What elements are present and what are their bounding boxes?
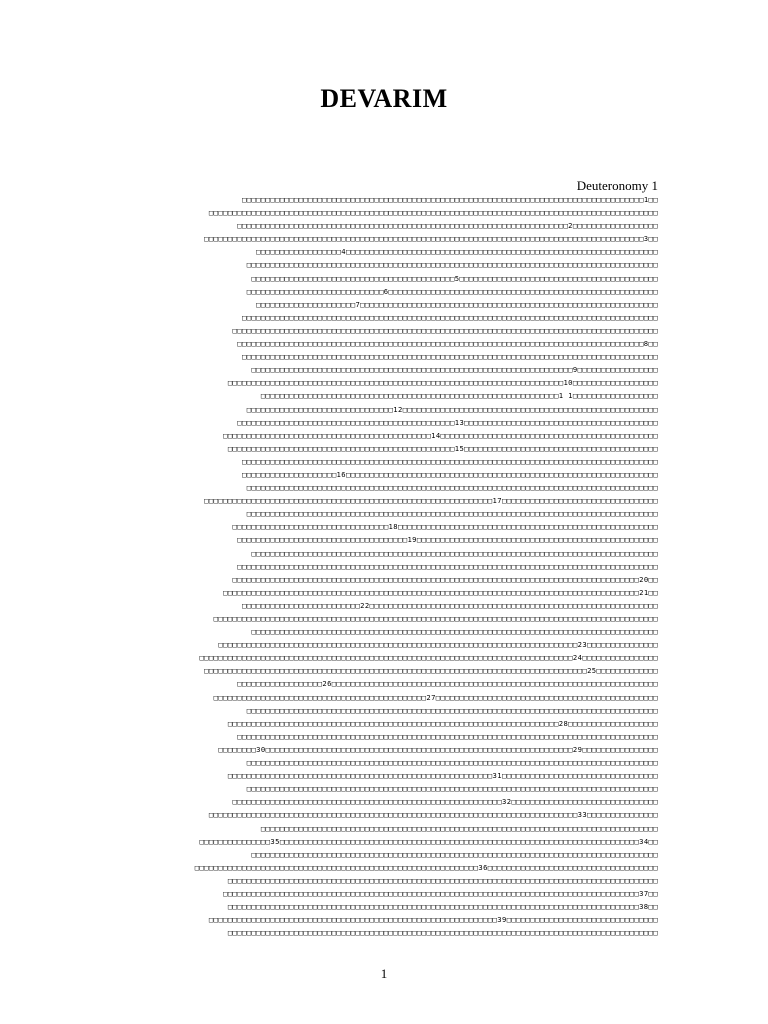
text-line: □□□□□□□□□□□□□□□□□□□□□□□□□□□□□□□□□□□□□□□□□□□□□□□□□□□□□□□□□□□□□□□□□□□□□□□□□□□□□□33□□□□□□□□□□□□□□□ [208, 810, 658, 820]
text-line: □□□□□□□□□□□□□□□□□□□□□□□□□□□□□□□□□□□□□□□□□□□□□□□□□□□□□□□□□□□□□□□□□□□□□□□□□□□□□□□□□□□□□□□□37□□ [223, 888, 658, 898]
document-title: DEVARIM [320, 84, 448, 113]
text-line: □□□□□□□□□□□□□□□□□□□□□□□□□□□□□□□□□□□□□□□□□□□□□□□□□□□□□□□□□□□□□□□□□□□□□□□□□□□□□□□□□□□□ [260, 823, 658, 833]
text-line: □□□□□□□□30□□□□□□□□□□□□□□□□□□□□□□□□□□□□□□□□□□□□□□□□□□□□□□□□□□□□□□□□□□□□□□□□□29□□□□□□□□□□□□□□□□ [218, 744, 658, 754]
text-line: □□□□□□□□□□□□□□□□□□□□□□□□□□□□□□□□□□□□□□□□□□□□□□□□□□□□□□□□□□□□□□□□□□□□□□□□□□□□□□□□□□□□□□□ [246, 784, 658, 794]
text-line: □□□□□□□□□□□□□□□□□□□□□□□□□□□□□□□□□□□□□□□□□□□□□□□□□□□□□□□□□□□□□17□□□□□□□□□□□□□□□□□□□□□□□□□□□□□□□□□ [204, 496, 658, 506]
text-line: □□□□□□□□□□□□□□□□□□□□□□□□□□□□□□□12□□□□□□□□□□□□□□□□□□□□□□□□□□□□□□□□□□□□□□□□□□□□□□□□□□□□□□ [246, 404, 658, 414]
text-line: □□□□□□□□□□□□□□□□□□□□□□□□□□□□□□□□□□□□□□□□□□□□□□□□□□□□□□□□□□□□□□□□□□□□□□□□□□□□□□□□□□□□□□□□ [242, 456, 658, 466]
text-line: □□□□□□□□□□□□□□□□□□□□16□□□□□□□□□□□□□□□□□□□□□□□□□□□□□□□□□□□□□□□□□□□□□□□□□□□□□□□□□□□□□□□□□□ [242, 469, 658, 479]
chapter-heading: Deuteronomy 1 [576, 178, 658, 193]
text-line: □□□□□□□□□□□□□□□□□□□□□□□□□□□□□□□□□□□□□□□□□□□□□□□□□□□□□□□□□□□□□□□□□□□□□□□□□□□□□□□□□□□□□□□□ [242, 352, 658, 362]
text-line: □□□□□□□□□□□□□□□□□□□□□□□□□□□□□□□□□□□□□□□□□□□□□□□□□□□□□□□□□□□□□□□□□□□□□□□□□□□□□□□□□□□□□□□□□□□ [227, 875, 658, 885]
text-line: □□□□□□□□□□□□□□□□□□□□□□□□□□□□□□□□□□□□□□□□□□□□□□□□□□□□□□□□□□□□□□□□□□□□□□□□□□□□□□□□□□□□□□□□□□ [232, 325, 658, 335]
text-line: □□□□□□□□□□□□□□□□□□□□□□□□□□□□□□□□□□□□□□□□□□□□□□□□□□□□□□□□□□□□□□□□□□□□□□28□□□□□□□□□□□□□□□□□□□ [227, 718, 658, 728]
text-line: □□□□□□□□□□□□□□□□□□□□□□□□□□□□□□□□□□□□□□□□□□□□□□□□□□□□□□□□□□□□□□□□□□□□□□□□□□□□□□□□□□□□□□ [251, 627, 658, 637]
text-line: □□□□□□□□□□□□□□□□□□□□□□□□□□□□□6□□□□□□□□□□□□□□□□□□□□□□□□□□□□□□□□□□□□□□□□□□□□□□□□□□□□□□□□□ [246, 286, 658, 296]
text-line: □□□□□□□□□□□□□□□□□□□□□□□□□□□□□□□□□□□□□□□□□□□□□□□□□□□□□□□□□□□□□□□□□□□□□□□□□□□□□□□□□□□□□□□ [246, 260, 658, 270]
text-line: □□□□□□□□□□□□□□□□□□□□□□□□□□□□□□□□□□□□□□□□□□□□□□□□□□□□□□□□□32□□□□□□□□□□□□□□□□□□□□□□□□□□□□□□□ [232, 797, 658, 807]
text-line: □□□□□□□□□□□□□□□□□□□□□□□□□□□□□□□□□□□□□□□□□□□□□□□□□□□□□□□□□□□□□□□□□□□□□□□□□□□□□□□□□□□□□□8□□ [237, 339, 658, 349]
text-line: □□□□□□□□□□□□□□□□□□4□□□□□□□□□□□□□□□□□□□□□□□□□□□□□□□□□□□□□□□□□□□□□□□□□□□□□□□□□□□□□□□□□□ [256, 247, 658, 257]
text-line: □□□□□□□□□□□□□□□□□□□□□□□□□22□□□□□□□□□□□□□□□□□□□□□□□□□□□□□□□□□□□□□□□□□□□□□□□□□□□□□□□□□□□□□ [242, 600, 658, 610]
text-line: □□□□□□□□□□□□□□□□□□□□□□□□□□□□□□□□□□□□□□□□□□□□□□□□□□□□□□□□□□□□□39□□□□□□□□□□□□□□□□□□□□□□□□□□□□□□□□ [208, 915, 658, 925]
text-line: □□□□□□□□□□□□□□□□□□□□□□□□□□□□□□□□□□□□□□□□□□□□□□□□□□□□□□□□□□□□□□□□□□□□□□□□□□□□□□□□□□□□□□□□□□□□□□ [213, 614, 658, 623]
text-line: □□□□□□□□□□□□□□□□□□□□□□□□□□□□□□□□□□□□□□□□□□□□□□□□□□□□□□□□□□□□□□□□□□□□□□□□□□□□□□□□□□□□□□ [251, 849, 658, 859]
text-line: □□□□□□□□□□□□□□□□□□□□□□□□□□□□□□□□□□□□□□□□□□□□□□□□□□□□□□□□31□□□□□□□□□□□□□□□□□□□□□□□□□□□□□□□□□ [227, 771, 658, 781]
text-line: □□□□□□□□□□□□□□□□□□□□□□□□□□□□□□□□□□□□□□□□□□□□□□□□□□□□□□□□□□□□□□□□□□□□□□□□□□□□□□□□□□□□□1□□ [242, 195, 658, 204]
text-line: □□□□□□□□□□□□□□□□□□□□□□□□□□□□□□□□□□□□□□□□□□□□□□□□□□□□□□□□□□□□36□□□□□□□□□□□□□□□□□□□□□□□□□□□□□□□□□□□□ [194, 862, 658, 872]
text-line: □□□□□□□□□□□□□□□□□□□□□□□□□□□□□□□□□□□□□□□□□□□□□□□□□□□□□□□□□□□□□□□□□□□□9□□□□□□□□□□□□□□□□□ [251, 365, 658, 375]
text-line: □□□□□□□□□□□□□□□□□□□□□7□□□□□□□□□□□□□□□□□□□□□□□□□□□□□□□□□□□□□□□□□□□□□□□□□□□□□□□□□□□□□□□ [256, 299, 658, 309]
text-line: □□□□□□□□□□□□□□□□□□□□□□□□□□□□□□□□□□□□□□□□□□□□14□□□□□□□□□□□□□□□□□□□□□□□□□□□□□□□□□□□□□□□□□□□□□□ [223, 430, 658, 440]
text-line: □□□□□□□□□□□□□□□□□□□□□□□□□□□□□□□□□□□□□□□□□□□□□□□□□□□□□□□□□□□□□□□□□□□□□□□□□□□□□□□24□□□□□□□□□□□□□□□□ [199, 653, 658, 663]
text-line: □□□□□□□□□□□□□□□□□□□□□□□□□□□□□□□□□□□□□□□□□□□□□□□□□□□□□□□□□□□□□□□□□□□□□□□□□□□□□□□□□□□□□□□□□ [237, 561, 658, 571]
text-line: □□□□□□□□□□□□□□□□□□□□□□□□□□□□□□□□□□□□□□□□□□□□□□□□□□□□□□□□□□□□□□□□□□□□□□□□□□□□□□□□□□□□□□□□□ [237, 731, 658, 741]
text-line: □□□□□□□□□□□□□□□□□□□□□□□□□□□□□□□□□□□□□□□□□□□□□□□□□□□□□□□□□□□□□□□□□□□□□□□□□□□□□□□□□□□□□□□□□□□□□3□□ [204, 234, 658, 244]
text-line: □□□□□□□□□□□□□□□□□□□□□□□□□□□□□□□□□□□□□□□□□□□□□□□□□□□□□□□□□□□□□□□□□□□□□□□□□□□□□□□□□□□□□□□□□□□ [227, 928, 658, 938]
text-line: □□□□□□□□□□□□□□□□□□□□□□□□□□□□□□□□□□□□□□□□□□□□□□□□□□□□□□□□□□□□□□□□□□□□□□□□□□□□□□□□□□□□□□□ [246, 705, 658, 715]
text-body [98, 193, 658, 939]
text-line: □□□□□□□□□□□□□□□□□□□□□□□□□□□□□□□□□□□□□□□□□□□□□□□□□□□□□□□□□□□□□□□□□□□□□□2□□□□□□□□□□□□□□□□□□ [237, 221, 658, 231]
text-line: □□□□□□□□□□□□□□□□□□26□□□□□□□□□□□□□□□□□□□□□□□□□□□□□□□□□□□□□□□□□□□□□□□□□□□□□□□□□□□□□□□□□□□□□ [237, 679, 658, 689]
text-line: □□□□□□□□□□□□□□□□□□□□□□□□□□□□□□□□□□□□□□□□□□□□□□□□□□□□□□□□□□□□□□□□□□□□□□□□□□□□23□□□□□□□□□□□□□□□ [218, 640, 658, 650]
text-line: □□□□□□□□□□□□□□□□□□□□□□□□□□□□□□□□□□□□□□□□□□□□□□□□□□□□□□□□□□□□□□□□□□□□□□□□□□□□□□□□□□□□□□□ [246, 483, 658, 493]
text-line: □□□□□□□□□□□□□□□□□□□□□□□□□□□□□□□□□□□□19□□□□□□□□□□□□□□□□□□□□□□□□□□□□□□□□□□□□□□□□□□□□□□□□□□□ [237, 535, 658, 545]
text-line: □□□□□□□□□□□□□□□□□□□□□□□□□□□□□□□□□□□□□□□□□□□□□□□□□□□□□□□□□□□□□□□□□□□□□□□□□□□□□□□□□□□□□□20□□ [232, 574, 658, 584]
text-line: □□□□□□□□□□□□□□□□□□□□□□□□□□□□□□□□□□□□□□□□□□□□□□□□15□□□□□□□□□□□□□□□□□□□□□□□□□□□□□□□□□□□□□□□□□ [227, 443, 658, 453]
text-line: □□□□□□□□□□□□□□□□□□□□□□□□□□□□□□□□□□□□□□□□□□□□□□□□□□□□□□□□□□□□□□□□□□□□□□□□□□□□□□□□□□□□□□□ [246, 509, 658, 519]
text-line: □□□□□□□□□□□□□□□35□□□□□□□□□□□□□□□□□□□□□□□□□□□□□□□□□□□□□□□□□□□□□□□□□□□□□□□□□□□□□□□□□□□□□□□□□□□□34□□ [199, 836, 658, 846]
text-line: □□□□□□□□□□□□□□□□□□□□□□□□□□□□□□□□□□□□□□□□□□□□□□□□□□□□□□□□□□□□□□□□□□□□□□□□□□□□□□□□□□□□□□ [251, 548, 658, 558]
text-line: □□□□□□□□□□□□□□□□□□□□□□□□□□□□□□□□□18□□□□□□□□□□□□□□□□□□□□□□□□□□□□□□□□□□□□□□□□□□□□□□□□□□□□□□□ [232, 522, 658, 532]
text-line: □□□□□□□□□□□□□□□□□□□□□□□□□□□□□□□□□□□□□□□□□□□□□□□□□□□□□□□□□□□□□□□□□□□□□□□□□□□□□□□□□□□□□□□38□□ [227, 902, 658, 912]
text-line: □□□□□□□□□□□□□□□□□□□□□□□□□□□□□□□□□□□□□□□□□□□□□□□□□□□□□□□□□□□□□□□□□□□□□□□□□□□□□□□□□25□□□□□□□□□□□□□ [204, 666, 658, 676]
text-line: □□□□□□□□□□□□□□□□□□□□□□□□□□□□□□□□□□□□□□□□□□□□□□□□□□□□□□□□□□□□□□□□□□□□□□□□□□□□□□□□□□□□□□□ [246, 758, 658, 768]
page-number: 1 [380, 966, 388, 981]
text-line: □□□□□□□□□□□□□□□□□□□□□□□□□□□□□□□□□□□□□□□□□□□□□□□□□□□□□□□□□□□□□□□□□□□□□□□□□□□□□□□□□□□□□□□□21□□ [223, 587, 658, 597]
text-line: □□□□□□□□□□□□□□□□□□□□□□□□□□□□□□□□□□□□□□□□□□□□□□□□□□□□□□□□□□□□□□□□□□□□□□□□□□□□□□□□□□□□□□□□ [242, 312, 658, 322]
text-line: □□□□□□□□□□□□□□□□□□□□□□□□□□□□□□□□□□□□□□□□□□□□□27□□□□□□□□□□□□□□□□□□□□□□□□□□□□□□□□□□□□□□□□□□□□□□□ [213, 692, 658, 702]
text-line: □□□□□□□□□□□□□□□□□□□□□□□□□□□□□□□□□□□□□□□□□□□□□□□□□□□□□□□□□□□□□□□□□□□□□□□□□□□□□□□□□□□□□□□□□□□□□□□ [208, 208, 658, 218]
text-line: □□□□□□□□□□□□□□□□□□□□□□□□□□□□□□□□□□□□□□□□□□□□□□□□□□□□□□□□□□□□□□□□□□□□□□□10□□□□□□□□□□□□□□□□□□ [227, 378, 658, 388]
text-line: □□□□□□□□□□□□□□□□□□□□□□□□□□□□□□□□□□□□□□□□□□□5□□□□□□□□□□□□□□□□□□□□□□□□□□□□□□□□□□□□□□□□□□ [251, 273, 658, 283]
text-line: □□□□□□□□□□□□□□□□□□□□□□□□□□□□□□□□□□□□□□□□□□□□□□13□□□□□□□□□□□□□□□□□□□□□□□□□□□□□□□□□□□□□□□□□ [237, 417, 658, 427]
text-line: □□□□□□□□□□□□□□□□□□□□□□□□□□□□□□□□□□□□□□□□□□□□□□□□□□□□□□□□□□□□□□□1 1□□□□□□□□□□□□□□□□□□ [260, 391, 658, 401]
